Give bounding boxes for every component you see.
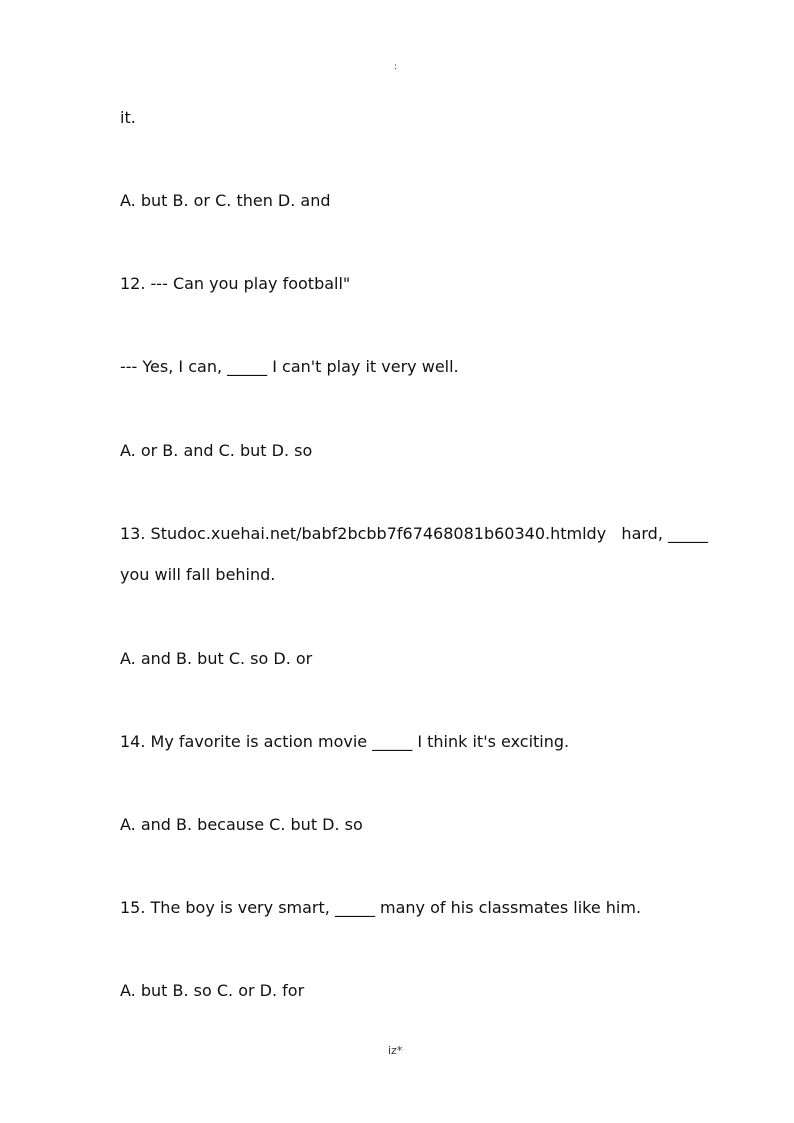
question-12-prompt: 12. --- Can you play football": [120, 274, 351, 293]
question-12-options: A. or B. and C. but D. so: [120, 441, 313, 460]
question-14-prompt: 14. My favorite is action movie _____ I think it's exciting.: [120, 732, 570, 751]
text-line-continuation: it.: [120, 108, 136, 127]
question-15-prompt: 15. The boy is very smart, _____ many of his classmates like him.: [120, 898, 642, 917]
question-13-prompt-continuation: you will fall behind.: [120, 565, 276, 584]
header-mark: :: [394, 62, 398, 72]
question-13-options: A. and B. but C. so D. or: [120, 649, 313, 668]
footer-mark: iz*: [388, 1044, 403, 1057]
question-14-options: A. and B. because C. but D. so: [120, 815, 363, 834]
question-12-answer-line: --- Yes, I can, _____ I can't play it very well.: [120, 357, 459, 376]
question-13-prompt: 13. Studoc.xuehai.net/babf2bcbb7f67468081b60340.htmldy hard, _____: [120, 524, 708, 543]
question-15-options: A. but B. so C. or D. for: [120, 981, 305, 1000]
question-11-options: A. but B. or C. then D. and: [120, 191, 331, 210]
